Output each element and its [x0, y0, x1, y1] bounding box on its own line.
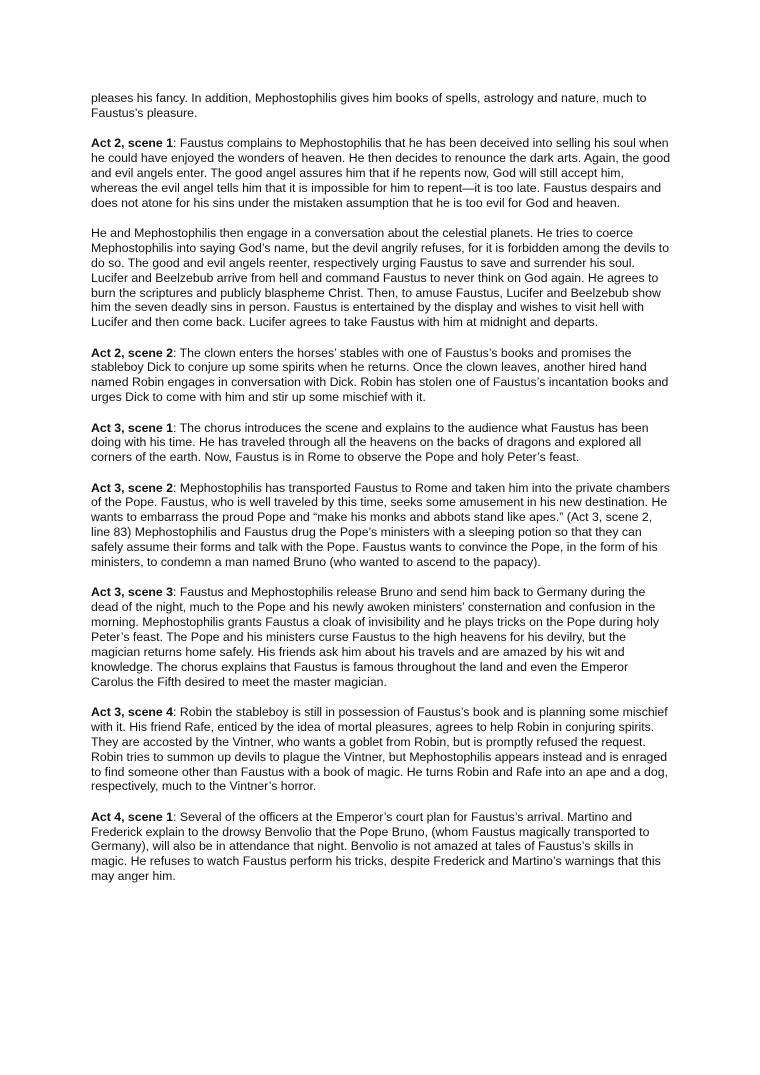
- paragraph-text: pleases his fancy. In addition, Mephostophilis gives him books of spells, astrology and nature, much to Faustus’s pleasure.: [91, 91, 647, 120]
- paragraph-act2-scene2: [91, 346, 671, 406]
- paragraph-act4-scene1: [91, 810, 671, 885]
- scene-heading: Act 3, scene 1: [91, 420, 174, 435]
- paragraph-text: : Robin the stableboy is still in possession of Faustus’s book and is planning some mischief with it. His friend Rafe, enticed by the idea of mortal pleasures, agrees to help Robin in conjuring spirits. They are accosted by the Vintner, who wants a goblet from Robin, but is promptly refused the request. Robin tries to summon up devils to plague the Vintner, but Mephostophilis appears instead and is enraged to find someone other than Faustus with a book of magic. He turns Robin and Rafe into an ape and a dog, respectively, much to the Vintner’s horror.: [91, 704, 668, 794]
- scene-heading: Act 3, scene 3: [91, 585, 174, 600]
- paragraph-text: He and Mephostophilis then engage in a conversation about the celestial planets. He tries to coerce Mephostophilis into saying God’s name, but the devil angrily refuses, for it is forbidden among the devils to do so. The good and evil angels reenter, respectively urging Faustus to save and surrender his soul. Lucifer and Beelzebub arrive from hell and command Faustus to never think on God again. He agrees to burn the scriptures and publicly blaspheme Christ. Then, to amuse Faustus, Lucifer and Beelzebub show him the seven deadly sins in person. Faustus is entertained by the display and wishes to visit hell with Lucifer and then come back. Lucifer agrees to take Faustus with him at midnight and departs.: [91, 225, 670, 330]
- paragraph-text: : Faustus and Mephostophilis release Bruno and send him back to Germany during the dead of the night, much to the Pope and his newly awoken ministers’ consternation and confusion in the morning. Mephostophilis grants Faustus a cloak of invisibility and he plays tricks on the Pope during holy Peter’s feast. The Pope and his ministers curse Faustus to the high heavens for his devilry, but the magician returns home safely. His friends ask him about his travels and are amazed by his wit and knowledge. The chorus explains that Faustus is famous throughout the land and even the Emperor Carolus the Fifth desired to meet the master magician.: [91, 585, 660, 689]
- paragraph-continuation: [91, 91, 671, 121]
- paragraph-act2-scene1-continued: [91, 226, 671, 330]
- paragraph-act2-scene1: [91, 136, 671, 211]
- paragraph-text: : The clown enters the horses’ stables with one of Faustus’s books and promises the stableboy Dick to conjure up some spirits when he returns. Once the clown leaves, another hired hand named Robin engages in conversation with Dick. Robin has stolen one of Faustus’s incantation books and urges Dick to come with him and stir up some mischief with it.: [91, 345, 669, 405]
- paragraph-act3-scene3: [91, 585, 671, 689]
- scene-heading: Act 4, scene 1: [91, 809, 174, 824]
- paragraph-text: : Faustus complains to Mephostophilis that he has been deceived into selling his soul when he could have enjoyed the wonders of heaven. He then decides to renounce the dark arts. Again, the good and evil angels enter. The good angel assures him that if he repents now, God will still accept him, whereas the evil angel tells him that it is impossible for him to repent—it is too late. Faustus despairs and does not atone for his sins under the mistaken assumption that he is too evil for God and heaven.: [91, 136, 671, 210]
- scene-heading: Act 3, scene 2: [91, 480, 174, 495]
- paragraph-act3-scene4: [91, 705, 671, 794]
- document-page: [91, 91, 671, 899]
- scene-heading: Act 3, scene 4: [91, 704, 174, 719]
- paragraph-text: : The chorus introduces the scene and explains to the audience what Faustus has been doing with his time. He has traveled through all the heavens on the backs of dragons and explored all corners of the earth. Now, Faustus is in Rome to observe the Pope and holy Peter’s feast.: [91, 420, 649, 465]
- paragraph-text: : Several of the officers at the Emperor’s court plan for Faustus’s arrival. Martino and Frederick explain to the drowsy Benvolio that the Pope Bruno, (whom Faustus magically transported to Germany), will also be in attendance that night. Benvolio is not amazed at tales of Faustus’s skills in magic. He refuses to watch Faustus perform his tricks, despite Frederick and Martino’s warnings that this may anger him.: [91, 809, 661, 884]
- scene-heading: Act 2, scene 1: [91, 136, 174, 151]
- scene-heading: Act 2, scene 2: [91, 345, 174, 360]
- paragraph-act3-scene2: [91, 481, 671, 570]
- paragraph-text: : Mephostophilis has transported Faustus to Rome and taken him into the private chambers of the Pope. Faustus, who is well traveled by this time, seeks some amusement in his new destination. He wants to embarrass the proud Pope and “make his monks and abbots stand like apes.” (Act 3, scene 2, line 83) Mephostophilis and Faustus drug the Pope’s ministers with a sleeping potion so that they can safely assume their forms and talk with the Pope. Faustus wants to convince the Pope, in the form of his ministers, to condemn a man named Bruno (who wanted to ascend to the papacy).: [91, 480, 670, 570]
- paragraph-act3-scene1: [91, 421, 671, 466]
